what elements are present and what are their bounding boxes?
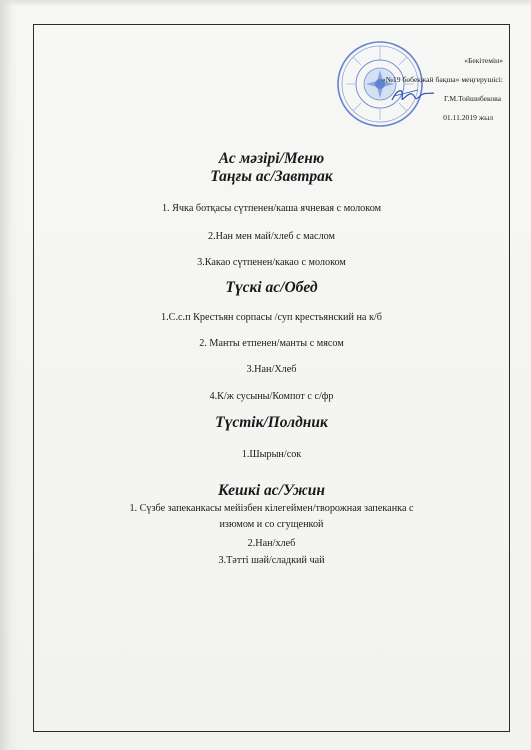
snack-heading: Түстік/Полдник bbox=[215, 414, 328, 431]
lunch-heading: Түскі ас/Обед bbox=[225, 279, 318, 296]
dinner-heading: Кешкі ас/Ужин bbox=[218, 482, 325, 499]
approval-date: 01.11.2019 жыл bbox=[443, 113, 493, 122]
breakfast-heading: Таңғы ас/Завтрак bbox=[210, 168, 333, 185]
lunch-item: 3.Нан/Хлеб bbox=[246, 364, 297, 375]
dinner-item: 3.Тәтті шәй/сладкий чай bbox=[218, 555, 325, 566]
scan-top-edge bbox=[0, 0, 531, 6]
snack-item: 1.Шырын/сок bbox=[241, 449, 302, 460]
approval-title: «Бекітемін» bbox=[464, 56, 503, 65]
breakfast-item: 1. Ячка ботқасы сүтпенен/каша ячневая с молоком bbox=[161, 203, 382, 214]
lunch-item: 4.К/ж сусыны/Компот с с/фр bbox=[209, 391, 334, 402]
approval-signer: Г.М.Тойшибекова bbox=[443, 94, 501, 103]
dinner-item: 2.Нан/хлеб bbox=[247, 538, 296, 549]
dinner-item: 1. Сүзбе запеканкасы мейізбен кілегеймен/творожная запеканка с bbox=[129, 503, 414, 514]
approval-position: «№19 бөбекжай бақша» меңгерушісі: bbox=[381, 75, 503, 84]
menu-title: Ас мәзірі/Меню bbox=[218, 150, 325, 167]
lunch-item: 2. Манты етпенен/манты с мясом bbox=[199, 338, 344, 349]
breakfast-item: 2.Нан мен май/хлеб с маслом bbox=[207, 231, 335, 242]
handwritten-signature bbox=[388, 84, 438, 106]
lunch-item: 1.С.с.п Крестьян сорпасы /суп крестьянский на к/б bbox=[161, 312, 382, 323]
dinner-item-continued: изюмом и со сгущенкой bbox=[219, 519, 324, 530]
scan-left-shadow bbox=[0, 0, 18, 750]
breakfast-item: 3.Какао сүтпенен/какао с молоком bbox=[197, 257, 346, 268]
